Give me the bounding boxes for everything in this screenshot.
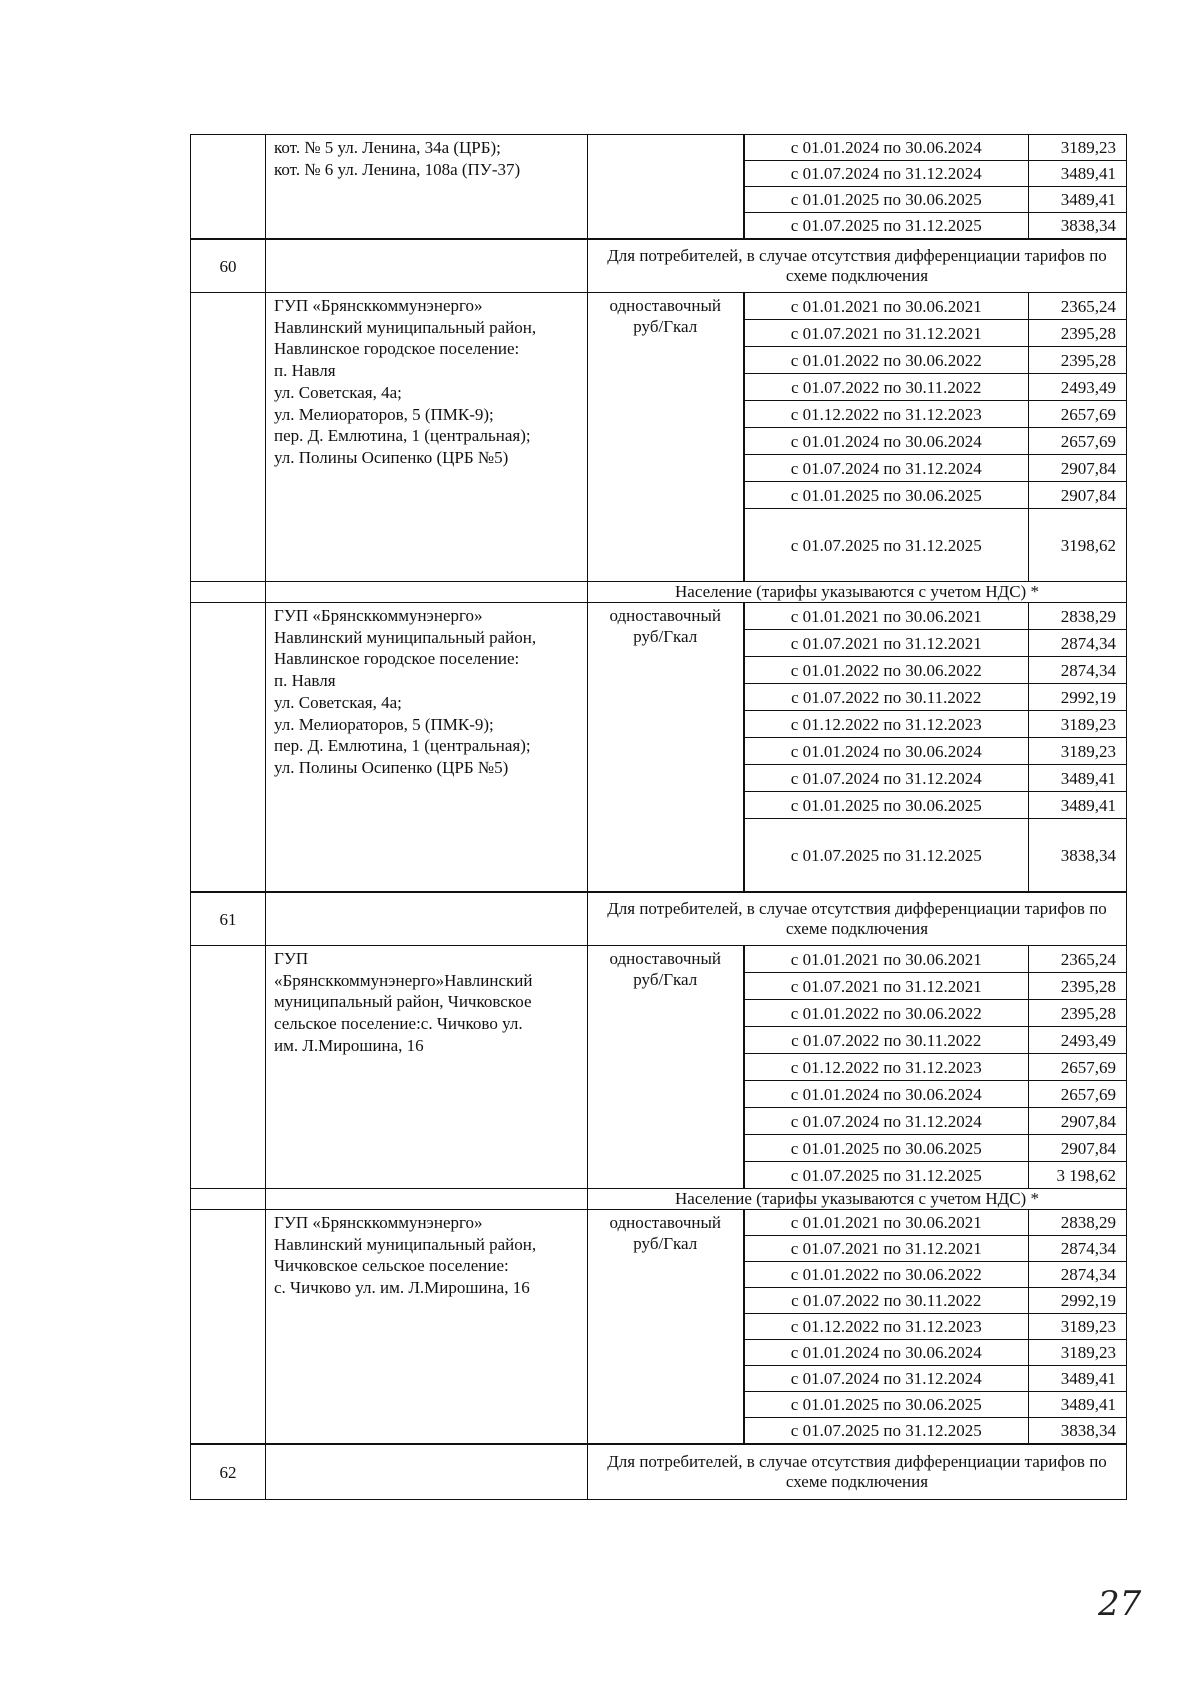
period-cell: с 01.01.2025 по 30.06.2025 (744, 1135, 1029, 1162)
period-cell: с 01.07.2024 по 31.12.2024 (744, 1366, 1029, 1392)
tariff-value-cell: 3489,41 (1029, 1392, 1127, 1418)
period-cell: с 01.07.2025 по 31.12.2025 (744, 1418, 1029, 1445)
tariff-value-cell: 2907,84 (1029, 1135, 1127, 1162)
period-cell: с 01.07.2024 по 31.12.2024 (744, 765, 1029, 792)
row-number-cell (191, 1210, 266, 1445)
period-cell: с 01.01.2025 по 30.06.2025 (744, 482, 1029, 509)
address-cell: ГУП «Брянсккоммунэнерго» Навлинский муниципальный район, Навлинское городское поселение: п. Навля ул. Советская, 4а; ул. Мелиораторов, 5 (ПМК-9); пер. Д. Емлютина, 1 (центральная); ул. Полины Осипенко (ЦРБ №5) (266, 293, 588, 582)
tariff-value-cell: 2838,29 (1029, 603, 1127, 630)
tariff-value-cell: 2395,28 (1029, 320, 1127, 347)
period-cell: с 01.01.2024 по 30.06.2024 (744, 428, 1029, 455)
period-cell: с 01.07.2021 по 31.12.2021 (744, 320, 1029, 347)
period-cell: с 01.01.2022 по 30.06.2022 (744, 347, 1029, 374)
period-cell: с 01.07.2022 по 30.11.2022 (744, 684, 1029, 711)
tariff-value-cell: 3838,34 (1029, 213, 1127, 240)
period-cell: с 01.01.2021 по 30.06.2021 (744, 946, 1029, 973)
period-cell: с 01.01.2025 по 30.06.2025 (744, 1392, 1029, 1418)
tariff-value-cell: 2395,28 (1029, 1000, 1127, 1027)
row-number-cell: 62 (191, 1444, 266, 1500)
period-cell: с 01.01.2024 по 30.06.2024 (744, 1340, 1029, 1366)
period-cell: с 01.07.2021 по 31.12.2021 (744, 630, 1029, 657)
unit-cell: одноставочный руб/Гкал (588, 1210, 744, 1445)
unit-cell: одноставочный руб/Гкал (588, 946, 744, 1189)
group-header-cell: Население (тарифы указываются с учетом НДС) * (588, 1189, 1127, 1210)
tariff-value-cell: 3189,23 (1029, 711, 1127, 738)
tariff-value-cell: 3489,41 (1029, 792, 1127, 819)
page-number: 27 (1098, 1584, 1142, 1624)
address-cell (266, 582, 588, 603)
period-cell: с 01.01.2024 по 30.06.2024 (744, 135, 1029, 161)
tariff-value-cell: 3489,41 (1029, 187, 1127, 213)
tariff-value-cell: 2874,34 (1029, 1236, 1127, 1262)
period-cell: с 01.12.2022 по 31.12.2023 (744, 401, 1029, 428)
tariff-value-cell: 2365,24 (1029, 946, 1127, 973)
period-cell: с 01.07.2022 по 30.11.2022 (744, 374, 1029, 401)
period-cell: с 01.07.2024 по 31.12.2024 (744, 1108, 1029, 1135)
tariff-value-cell: 2838,29 (1029, 1210, 1127, 1236)
tariff-value-cell: 2992,19 (1029, 684, 1127, 711)
tariff-value-cell: 3838,34 (1029, 1418, 1127, 1445)
tariff-value-cell: 2365,24 (1029, 293, 1127, 320)
tariff-value-cell: 2992,19 (1029, 1288, 1127, 1314)
period-cell: с 01.07.2024 по 31.12.2024 (744, 455, 1029, 482)
tariff-value-cell: 3 198,62 (1029, 1162, 1127, 1189)
period-cell: с 01.01.2025 по 30.06.2025 (744, 792, 1029, 819)
row-number-cell (191, 135, 266, 240)
tariff-value-cell: 3189,23 (1029, 738, 1127, 765)
tariff-value-cell: 2657,69 (1029, 1054, 1127, 1081)
address-cell: ГУП «Брянсккоммунэнерго» Навлинский муниципальный район, Чичковское сельское поселение: с. Чичково ул. им. Л.Мирошина, 16 (266, 1210, 588, 1445)
period-cell: с 01.01.2022 по 30.06.2022 (744, 1000, 1029, 1027)
address-cell (266, 1189, 588, 1210)
address-cell: кот. № 5 ул. Ленина, 34а (ЦРБ); кот. № 6 ул. Ленина, 108а (ПУ-37) (266, 135, 588, 240)
row-number-cell (191, 1189, 266, 1210)
tariff-value-cell: 3198,62 (1029, 509, 1127, 582)
tariff-value-cell: 2874,34 (1029, 630, 1127, 657)
period-cell: с 01.07.2022 по 30.11.2022 (744, 1027, 1029, 1054)
unit-cell: одноставочный руб/Гкал (588, 293, 744, 582)
address-cell (266, 892, 588, 946)
period-cell: с 01.12.2022 по 31.12.2023 (744, 1314, 1029, 1340)
tariff-value-cell: 3489,41 (1029, 161, 1127, 187)
period-cell: с 01.07.2024 по 31.12.2024 (744, 161, 1029, 187)
period-cell: с 01.01.2021 по 30.06.2021 (744, 1210, 1029, 1236)
tariff-value-cell: 2493,49 (1029, 1027, 1127, 1054)
tariff-value-cell: 2657,69 (1029, 401, 1127, 428)
tariff-value-cell: 3189,23 (1029, 1340, 1127, 1366)
period-cell: с 01.01.2022 по 30.06.2022 (744, 1262, 1029, 1288)
group-header-cell: Для потребителей, в случае отсутствия дифференциации тарифов по схеме подключения (588, 239, 1127, 293)
tariff-value-cell: 2907,84 (1029, 455, 1127, 482)
tariff-value-cell: 2874,34 (1029, 1262, 1127, 1288)
group-header-cell: Для потребителей, в случае отсутствия дифференциации тарифов по схеме подключения (588, 1444, 1127, 1500)
row-number-cell (191, 603, 266, 893)
period-cell: с 01.07.2025 по 31.12.2025 (744, 1162, 1029, 1189)
unit-cell (588, 135, 744, 240)
tariff-value-cell: 2657,69 (1029, 1081, 1127, 1108)
address-cell: ГУП «Брянсккоммунэнерго»Навлинский муниципальный район, Чичковское сельское поселение:с. Чичково ул. им. Л.Мирошина, 16 (266, 946, 588, 1189)
tariff-value-cell: 3489,41 (1029, 1366, 1127, 1392)
tariff-value-cell: 2907,84 (1029, 1108, 1127, 1135)
period-cell: с 01.01.2024 по 30.06.2024 (744, 1081, 1029, 1108)
period-cell: с 01.12.2022 по 31.12.2023 (744, 711, 1029, 738)
unit-cell: одноставочный руб/Гкал (588, 603, 744, 893)
group-header-cell: Население (тарифы указываются с учетом НДС) * (588, 582, 1127, 603)
row-number-cell: 60 (191, 239, 266, 293)
tariff-value-cell: 3838,34 (1029, 819, 1127, 893)
tariff-value-cell: 2493,49 (1029, 374, 1127, 401)
tariff-value-cell: 2657,69 (1029, 428, 1127, 455)
tariff-value-cell: 2907,84 (1029, 482, 1127, 509)
tariff-value-cell: 2395,28 (1029, 347, 1127, 374)
tariff-table (190, 134, 1127, 1500)
period-cell: с 01.01.2025 по 30.06.2025 (744, 187, 1029, 213)
tariff-value-cell: 2395,28 (1029, 973, 1127, 1000)
address-cell: ГУП «Брянсккоммунэнерго» Навлинский муниципальный район, Навлинское городское поселение: п. Навля ул. Советская, 4а; ул. Мелиораторов, 5 (ПМК-9); пер. Д. Емлютина, 1 (центральная); ул. Полины Осипенко (ЦРБ №5) (266, 603, 588, 893)
tariff-value-cell: 2874,34 (1029, 657, 1127, 684)
tariff-value-cell: 3489,41 (1029, 765, 1127, 792)
period-cell: с 01.01.2022 по 30.06.2022 (744, 657, 1029, 684)
period-cell: с 01.07.2022 по 30.11.2022 (744, 1288, 1029, 1314)
period-cell: с 01.07.2025 по 31.12.2025 (744, 213, 1029, 240)
address-cell (266, 1444, 588, 1500)
address-cell (266, 239, 588, 293)
period-cell: с 01.01.2021 по 30.06.2021 (744, 603, 1029, 630)
period-cell: с 01.12.2022 по 31.12.2023 (744, 1054, 1029, 1081)
period-cell: с 01.07.2025 по 31.12.2025 (744, 819, 1029, 893)
tariff-value-cell: 3189,23 (1029, 135, 1127, 161)
row-number-cell (191, 946, 266, 1189)
row-number-cell (191, 293, 266, 582)
row-number-cell (191, 582, 266, 603)
period-cell: с 01.07.2025 по 31.12.2025 (744, 509, 1029, 582)
period-cell: с 01.01.2024 по 30.06.2024 (744, 738, 1029, 765)
entries-body (191, 239, 1127, 1444)
tariff-value-cell: 3189,23 (1029, 1314, 1127, 1340)
period-cell: с 01.01.2021 по 30.06.2021 (744, 293, 1029, 320)
group-header-cell: Для потребителей, в случае отсутствия дифференциации тарифов по схеме подключения (588, 892, 1127, 946)
period-cell: с 01.07.2021 по 31.12.2021 (744, 1236, 1029, 1262)
row-number-cell: 61 (191, 892, 266, 946)
period-cell: с 01.07.2021 по 31.12.2021 (744, 973, 1029, 1000)
